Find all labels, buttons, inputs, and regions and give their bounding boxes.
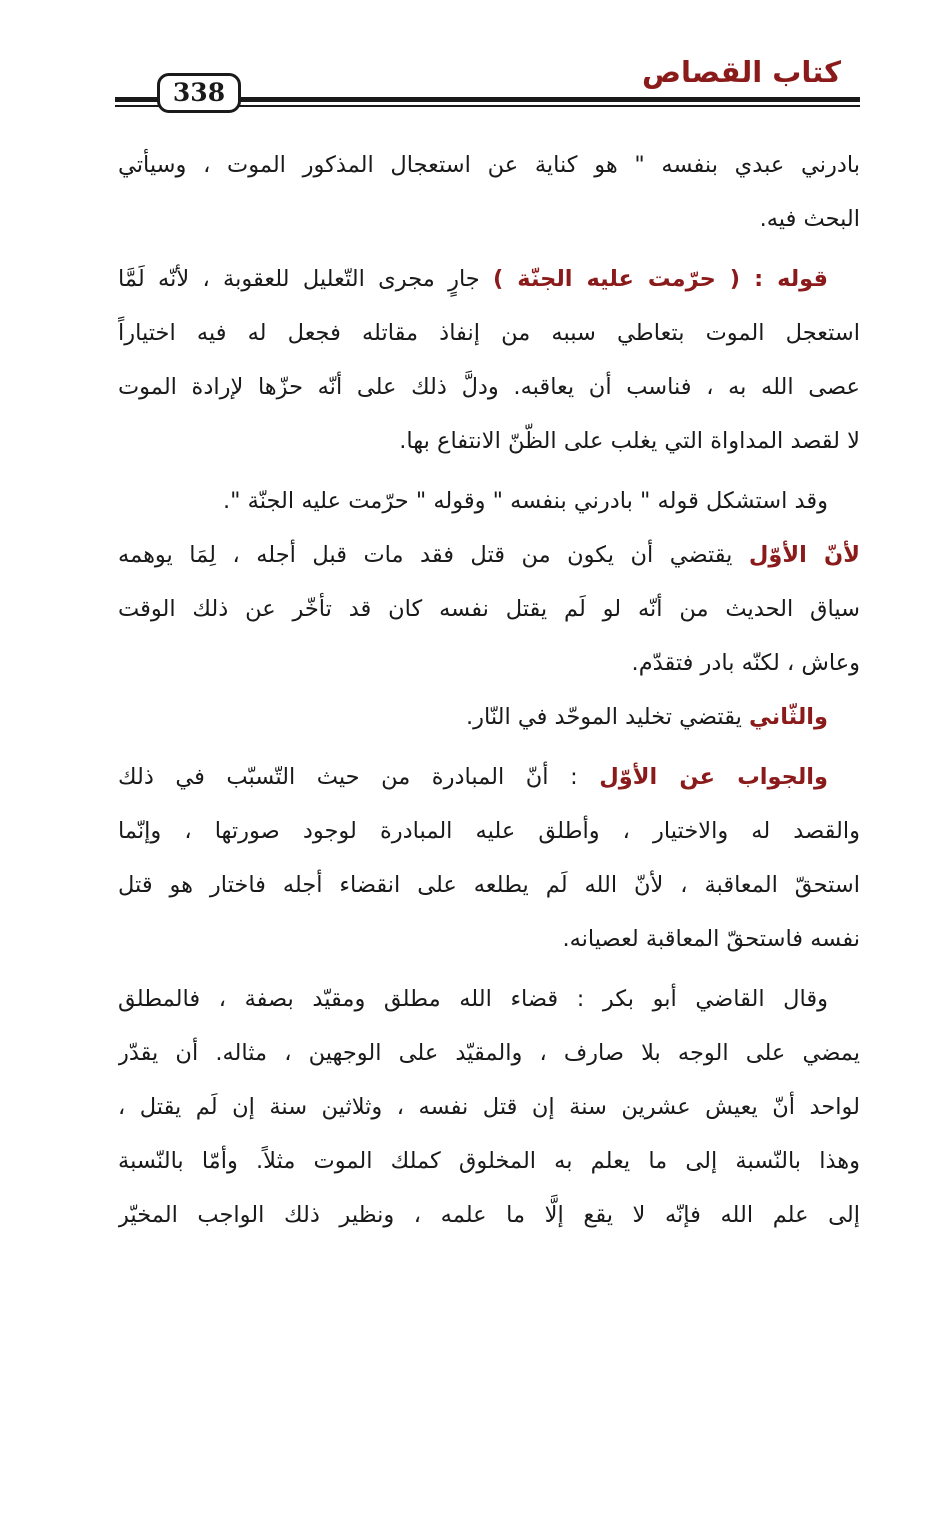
text-line — [118, 528, 860, 582]
paragraph-3 — [118, 474, 860, 690]
text-line: والقصد له والاختيار ، وأطلق عليه المبادرة لوجود صورتها ، وإنّما — [118, 818, 860, 844]
text-line: سياق الحديث من أنّه لو لَم يقتل نفسه كان قد تأخّر عن ذلك الوقت — [118, 596, 860, 622]
highlighted-phrase: والجواب عن الأوّل — [599, 764, 828, 790]
text-line: وقال القاضي أبو بكر : قضاء الله مطلق ومقيّد بصفة ، فالمطلق — [118, 986, 828, 1012]
paragraph-6 — [118, 972, 860, 1242]
text-line: نفسه فاستحقّ المعاقبة لعصيانه. — [562, 926, 860, 952]
book-title: كتاب القصاص — [641, 55, 841, 89]
text-line: وعاش ، لكنّه بادر فتقدّم. — [631, 650, 860, 676]
text-line: إلى علم الله فإنّه لا يقع إلَّا ما علمه ، ونظير ذلك الواجب المخيّر — [118, 1202, 860, 1228]
text-line: استعجل الموت بتعاطي سببه من إنفاذ مقاتله فجعل له فيه اختياراً — [118, 320, 860, 346]
highlighted-phrase: والثّاني — [749, 704, 828, 730]
text-line: البحث فيه. — [759, 206, 860, 232]
text-line: وهذا بالنّسبة إلى ما يعلم به المخلوق كملك الموت مثلاً. وأمّا بالنّسبة — [118, 1148, 860, 1174]
text-line: عصى الله به ، فناسب أن يعاقبه. ودلَّ ذلك على أنّه حزّها لإرادة الموت — [118, 374, 860, 400]
text-line — [118, 690, 860, 744]
highlighted-phrase: لأنّ الأوّل — [748, 542, 860, 568]
text-line: لا لقصد المداواة التي يغلب على الظّنّ الانتفاع بها. — [399, 428, 860, 454]
highlighted-phrase: قوله : ( حرّمت عليه الجنّة ) — [493, 266, 828, 292]
text-line: بادرني عبدي بنفسه " هو كناية عن استعجال المذكور الموت ، وسيأتي — [118, 152, 860, 178]
page-header — [0, 0, 945, 120]
text-line: يمضي على الوجه بلا صارف ، والمقيّد على الوجهين ، مثاله. أن يقدّر — [118, 1040, 860, 1066]
text-line: لواحد أنّ يعيش عشرين سنة إن قتل نفسه ، وثلاثين سنة إن لَم يقتل ، — [118, 1094, 860, 1120]
paragraph-1 — [118, 138, 860, 246]
text-line: وقد استشكل قوله " بادرني بنفسه " وقوله " حرّمت عليه الجنّة ". — [223, 488, 828, 514]
text-line — [118, 750, 860, 804]
text-line — [118, 252, 860, 306]
line-text: يقتضي أن يكون من قتل فقد مات قبل أجله ، لِمَا يوهمه — [118, 542, 749, 568]
text-line: استحقّ المعاقبة ، لأنّ الله لَم يطلعه على انقضاء أجله فاختار هو قتل — [118, 872, 860, 898]
line-text: يقتضي تخليد الموحّد في النّار. — [465, 704, 749, 730]
page-number: 338 — [157, 73, 241, 113]
line-text: جارٍ مجرى التّعليل للعقوبة ، لأنّه لَمَّا — [118, 266, 494, 292]
paragraph-2 — [118, 252, 860, 468]
body-text — [118, 138, 860, 1242]
line-text: : أنّ المبادرة من حيث التّسبّب في ذلك — [118, 764, 600, 790]
paragraph-5 — [118, 750, 860, 966]
paragraph-4 — [118, 690, 860, 744]
